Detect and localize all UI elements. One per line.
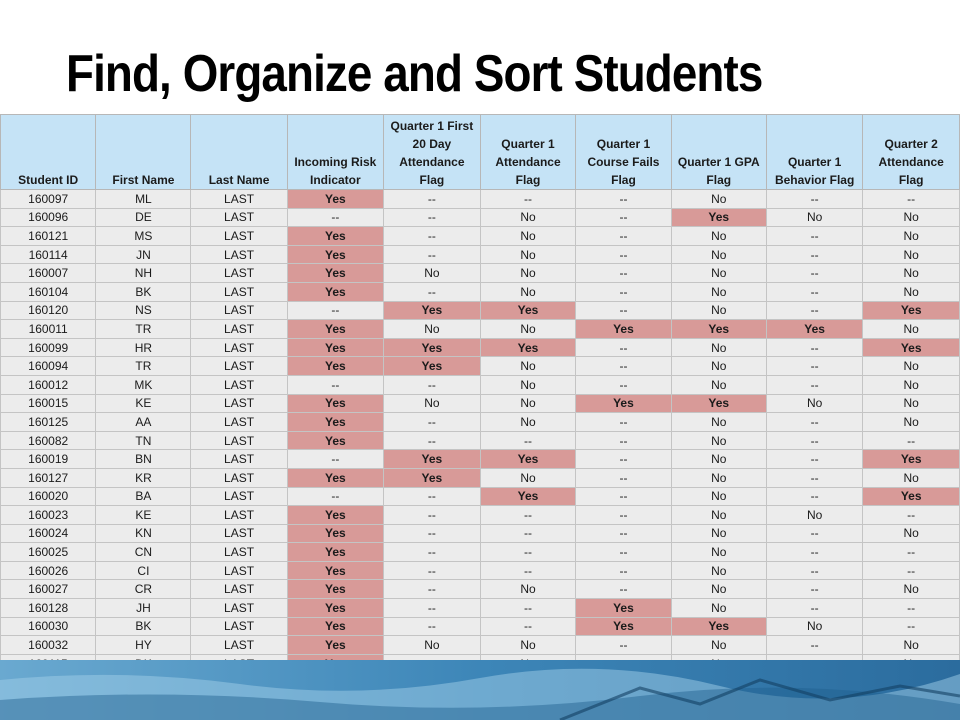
cell-q1-behavior[interactable]: --	[766, 487, 862, 506]
table-row[interactable]	[1, 282, 960, 301]
cell-student-id[interactable]: 160027	[1, 580, 96, 599]
cell-incoming-risk[interactable]: Yes	[287, 394, 383, 413]
table-row[interactable]	[1, 450, 960, 469]
cell-q1-attendance[interactable]: --	[480, 524, 576, 543]
table-row[interactable]	[1, 431, 960, 450]
cell-q1-behavior[interactable]: --	[766, 636, 862, 655]
cell-q1-gpa[interactable]: No	[671, 190, 766, 209]
cell-first-name[interactable]: NH	[96, 264, 191, 283]
cell-last-name[interactable]: LAST	[191, 357, 287, 376]
cell-q2-attendance[interactable]: --	[863, 431, 960, 450]
cell-q1-behavior[interactable]: --	[766, 431, 862, 450]
cell-first-name[interactable]: AA	[96, 413, 191, 432]
cell-incoming-risk[interactable]: Yes	[287, 413, 383, 432]
cell-first-name[interactable]: TN	[96, 431, 191, 450]
cell-q1-gpa[interactable]: No	[671, 413, 766, 432]
cell-q1-attendance[interactable]: --	[480, 190, 576, 209]
cell-q1-course-fails[interactable]: --	[576, 580, 671, 599]
col-header-q2-attendance[interactable]: Quarter 2 Attendance Flag	[863, 115, 960, 190]
cell-last-name[interactable]: LAST	[191, 599, 287, 618]
table-row[interactable]	[1, 375, 960, 394]
cell-q2-attendance[interactable]: No	[863, 394, 960, 413]
cell-last-name[interactable]: LAST	[191, 320, 287, 339]
cell-q1-gpa[interactable]: Yes	[671, 394, 766, 413]
table-row[interactable]	[1, 580, 960, 599]
cell-student-id[interactable]: 160025	[1, 543, 96, 562]
cell-incoming-risk[interactable]: --	[287, 301, 383, 320]
cell-q1-course-fails[interactable]: --	[576, 282, 671, 301]
cell-q1-behavior[interactable]: --	[766, 580, 862, 599]
cell-first-name[interactable]: KN	[96, 524, 191, 543]
cell-q1-first-20-day-attendance[interactable]: --	[384, 245, 481, 264]
cell-q1-behavior[interactable]: --	[766, 264, 862, 283]
cell-q1-gpa[interactable]: No	[671, 487, 766, 506]
cell-q1-course-fails[interactable]: --	[576, 487, 671, 506]
cell-last-name[interactable]: LAST	[191, 301, 287, 320]
cell-q1-course-fails[interactable]: --	[576, 264, 671, 283]
cell-q1-gpa[interactable]: No	[671, 431, 766, 450]
cell-q2-attendance[interactable]: No	[863, 227, 960, 246]
cell-first-name[interactable]: KE	[96, 506, 191, 525]
cell-incoming-risk[interactable]: Yes	[287, 227, 383, 246]
table-row[interactable]	[1, 636, 960, 655]
cell-q1-attendance[interactable]: No	[480, 227, 576, 246]
col-header-last-name[interactable]: Last Name	[191, 115, 287, 190]
cell-q1-gpa[interactable]: No	[671, 561, 766, 580]
cell-incoming-risk[interactable]: Yes	[287, 245, 383, 264]
cell-q1-gpa[interactable]: No	[671, 227, 766, 246]
cell-q1-attendance[interactable]: --	[480, 561, 576, 580]
table-row[interactable]	[1, 617, 960, 636]
cell-q1-first-20-day-attendance[interactable]: Yes	[384, 301, 481, 320]
cell-incoming-risk[interactable]: Yes	[287, 617, 383, 636]
cell-q1-gpa[interactable]: No	[671, 543, 766, 562]
cell-q1-attendance[interactable]: No	[480, 320, 576, 339]
cell-first-name[interactable]: CR	[96, 580, 191, 599]
cell-q1-behavior[interactable]: --	[766, 561, 862, 580]
cell-first-name[interactable]: MS	[96, 227, 191, 246]
col-header-student-id[interactable]: Student ID	[1, 115, 96, 190]
cell-student-id[interactable]: 160019	[1, 450, 96, 469]
cell-student-id[interactable]: 160125	[1, 413, 96, 432]
table-row[interactable]	[1, 227, 960, 246]
cell-q1-first-20-day-attendance[interactable]: No	[384, 636, 481, 655]
cell-incoming-risk[interactable]: Yes	[287, 357, 383, 376]
cell-q1-course-fails[interactable]: Yes	[576, 320, 671, 339]
cell-q2-attendance[interactable]: No	[863, 375, 960, 394]
cell-first-name[interactable]: ML	[96, 190, 191, 209]
cell-q2-attendance[interactable]: --	[863, 617, 960, 636]
cell-q1-course-fails[interactable]: --	[576, 524, 671, 543]
cell-first-name[interactable]: KR	[96, 468, 191, 487]
cell-student-id[interactable]: 160127	[1, 468, 96, 487]
table-row[interactable]	[1, 561, 960, 580]
cell-last-name[interactable]: LAST	[191, 208, 287, 227]
cell-q1-first-20-day-attendance[interactable]: --	[384, 413, 481, 432]
cell-q1-course-fails[interactable]: --	[576, 338, 671, 357]
student-flags-table	[0, 114, 960, 670]
table-row[interactable]	[1, 264, 960, 283]
cell-q1-first-20-day-attendance[interactable]: --	[384, 375, 481, 394]
cell-q2-attendance[interactable]: No	[863, 208, 960, 227]
cell-q1-gpa[interactable]: No	[671, 357, 766, 376]
cell-incoming-risk[interactable]: Yes	[287, 282, 383, 301]
cell-first-name[interactable]: CI	[96, 561, 191, 580]
cell-first-name[interactable]: TR	[96, 357, 191, 376]
cell-q1-gpa[interactable]: No	[671, 450, 766, 469]
cell-incoming-risk[interactable]: Yes	[287, 561, 383, 580]
table-header-row	[1, 115, 960, 190]
cell-q1-attendance[interactable]: No	[480, 636, 576, 655]
cell-first-name[interactable]: TR	[96, 320, 191, 339]
cell-incoming-risk[interactable]: --	[287, 487, 383, 506]
col-header-q1-attendance[interactable]: Quarter 1 Attendance Flag	[480, 115, 576, 190]
cell-q1-course-fails[interactable]: --	[576, 450, 671, 469]
cell-q1-behavior[interactable]: --	[766, 524, 862, 543]
cell-last-name[interactable]: LAST	[191, 282, 287, 301]
cell-first-name[interactable]: JH	[96, 599, 191, 618]
cell-first-name[interactable]: BN	[96, 450, 191, 469]
cell-incoming-risk[interactable]: Yes	[287, 431, 383, 450]
cell-last-name[interactable]: LAST	[191, 506, 287, 525]
col-header-q1-course-fails[interactable]: Quarter 1 Course Fails Flag	[576, 115, 671, 190]
decorative-water-banner	[0, 660, 960, 720]
cell-q1-gpa[interactable]: No	[671, 282, 766, 301]
table-row[interactable]	[1, 208, 960, 227]
cell-q2-attendance[interactable]: No	[863, 468, 960, 487]
cell-incoming-risk[interactable]: Yes	[287, 338, 383, 357]
cell-student-id[interactable]: 160026	[1, 561, 96, 580]
cell-incoming-risk[interactable]: Yes	[287, 264, 383, 283]
cell-q1-behavior[interactable]: --	[766, 450, 862, 469]
cell-q1-attendance[interactable]: --	[480, 617, 576, 636]
cell-student-id[interactable]: 160120	[1, 301, 96, 320]
cell-q1-first-20-day-attendance[interactable]: No	[384, 394, 481, 413]
cell-q2-attendance[interactable]: No	[863, 357, 960, 376]
cell-q1-behavior[interactable]: No	[766, 617, 862, 636]
cell-student-id[interactable]: 160114	[1, 245, 96, 264]
cell-student-id[interactable]: 160104	[1, 282, 96, 301]
cell-last-name[interactable]: LAST	[191, 580, 287, 599]
table-row[interactable]	[1, 599, 960, 618]
cell-first-name[interactable]: NS	[96, 301, 191, 320]
col-header-incoming-risk[interactable]: Incoming Risk Indicator	[287, 115, 383, 190]
cell-first-name[interactable]: DE	[96, 208, 191, 227]
cell-q1-attendance[interactable]: No	[480, 375, 576, 394]
cell-q1-behavior[interactable]: --	[766, 375, 862, 394]
cell-q2-attendance[interactable]: Yes	[863, 487, 960, 506]
cell-q1-attendance[interactable]: No	[480, 264, 576, 283]
cell-q1-first-20-day-attendance[interactable]: --	[384, 190, 481, 209]
cell-student-id[interactable]: 160032	[1, 636, 96, 655]
cell-q1-gpa[interactable]: No	[671, 468, 766, 487]
cell-q1-first-20-day-attendance[interactable]: --	[384, 227, 481, 246]
cell-first-name[interactable]: CN	[96, 543, 191, 562]
cell-q2-attendance[interactable]: --	[863, 190, 960, 209]
cell-q2-attendance[interactable]: No	[863, 580, 960, 599]
cell-last-name[interactable]: LAST	[191, 394, 287, 413]
cell-q1-gpa[interactable]: Yes	[671, 320, 766, 339]
cell-last-name[interactable]: LAST	[191, 561, 287, 580]
cell-student-id[interactable]: 160012	[1, 375, 96, 394]
cell-q2-attendance[interactable]: Yes	[863, 301, 960, 320]
cell-q1-gpa[interactable]: No	[671, 524, 766, 543]
cell-first-name[interactable]: HR	[96, 338, 191, 357]
cell-q1-gpa[interactable]: No	[671, 375, 766, 394]
cell-first-name[interactable]: BK	[96, 282, 191, 301]
cell-q1-gpa[interactable]: Yes	[671, 208, 766, 227]
cell-q2-attendance[interactable]: No	[863, 320, 960, 339]
cell-student-id[interactable]: 160030	[1, 617, 96, 636]
cell-q1-gpa[interactable]: No	[671, 580, 766, 599]
cell-first-name[interactable]: HY	[96, 636, 191, 655]
cell-q1-behavior[interactable]: --	[766, 227, 862, 246]
cell-last-name[interactable]: LAST	[191, 543, 287, 562]
cell-q1-first-20-day-attendance[interactable]: Yes	[384, 468, 481, 487]
cell-q1-gpa[interactable]: No	[671, 506, 766, 525]
cell-q1-behavior[interactable]: --	[766, 543, 862, 562]
cell-incoming-risk[interactable]: Yes	[287, 320, 383, 339]
cell-q1-gpa[interactable]: No	[671, 636, 766, 655]
cell-q2-attendance[interactable]: No	[863, 413, 960, 432]
cell-q2-attendance[interactable]: --	[863, 561, 960, 580]
cell-q1-course-fails[interactable]: --	[576, 636, 671, 655]
cell-first-name[interactable]: MK	[96, 375, 191, 394]
cell-q1-attendance[interactable]: --	[480, 431, 576, 450]
col-header-q1-behavior[interactable]: Quarter 1 Behavior Flag	[766, 115, 862, 190]
cell-q2-attendance[interactable]: No	[863, 636, 960, 655]
table-row[interactable]	[1, 394, 960, 413]
col-header-q1-gpa[interactable]: Quarter 1 GPA Flag	[671, 115, 766, 190]
cell-q1-attendance[interactable]: No	[480, 282, 576, 301]
cell-incoming-risk[interactable]: --	[287, 375, 383, 394]
cell-q1-first-20-day-attendance[interactable]: --	[384, 524, 481, 543]
cell-first-name[interactable]: JN	[96, 245, 191, 264]
cell-q1-behavior[interactable]: --	[766, 357, 862, 376]
cell-q1-course-fails[interactable]: --	[576, 357, 671, 376]
cell-incoming-risk[interactable]: Yes	[287, 190, 383, 209]
cell-q1-course-fails[interactable]: Yes	[576, 394, 671, 413]
cell-q1-course-fails[interactable]: --	[576, 431, 671, 450]
table-row[interactable]	[1, 357, 960, 376]
cell-student-id[interactable]: 160024	[1, 524, 96, 543]
cell-student-id[interactable]: 160097	[1, 190, 96, 209]
cell-last-name[interactable]: LAST	[191, 487, 287, 506]
cell-q1-first-20-day-attendance[interactable]: Yes	[384, 357, 481, 376]
cell-student-id[interactable]: 160096	[1, 208, 96, 227]
cell-student-id[interactable]: 160082	[1, 431, 96, 450]
cell-q1-course-fails[interactable]: Yes	[576, 599, 671, 618]
cell-q1-first-20-day-attendance[interactable]: No	[384, 264, 481, 283]
cell-q1-attendance[interactable]: No	[480, 413, 576, 432]
cell-incoming-risk[interactable]: Yes	[287, 580, 383, 599]
cell-q1-behavior[interactable]: --	[766, 282, 862, 301]
cell-student-id[interactable]: 160007	[1, 264, 96, 283]
cell-last-name[interactable]: LAST	[191, 338, 287, 357]
cell-q2-attendance[interactable]: No	[863, 524, 960, 543]
cell-q1-course-fails[interactable]: --	[576, 190, 671, 209]
cell-last-name[interactable]: LAST	[191, 431, 287, 450]
cell-last-name[interactable]: LAST	[191, 245, 287, 264]
cell-q1-behavior[interactable]: --	[766, 413, 862, 432]
table-row[interactable]	[1, 506, 960, 525]
student-flags-table-container	[0, 114, 960, 670]
cell-q1-behavior[interactable]: --	[766, 338, 862, 357]
cell-q1-course-fails[interactable]: --	[576, 375, 671, 394]
table-row[interactable]	[1, 413, 960, 432]
table-row[interactable]	[1, 487, 960, 506]
col-header-first-name[interactable]: First Name	[96, 115, 191, 190]
cell-q1-behavior[interactable]: No	[766, 208, 862, 227]
cell-q1-attendance[interactable]: --	[480, 599, 576, 618]
cell-student-id[interactable]: 160011	[1, 320, 96, 339]
cell-student-id[interactable]: 160094	[1, 357, 96, 376]
cell-student-id[interactable]: 160128	[1, 599, 96, 618]
cell-q1-gpa[interactable]: Yes	[671, 617, 766, 636]
cell-q2-attendance[interactable]: No	[863, 264, 960, 283]
cell-q1-gpa[interactable]: No	[671, 338, 766, 357]
cell-q1-behavior[interactable]: --	[766, 190, 862, 209]
cell-q1-attendance[interactable]: No	[480, 357, 576, 376]
cell-q1-first-20-day-attendance[interactable]: --	[384, 208, 481, 227]
cell-q1-attendance[interactable]: Yes	[480, 487, 576, 506]
cell-incoming-risk[interactable]: Yes	[287, 524, 383, 543]
cell-q1-course-fails[interactable]: --	[576, 208, 671, 227]
cell-q1-gpa[interactable]: No	[671, 301, 766, 320]
cell-last-name[interactable]: LAST	[191, 524, 287, 543]
cell-student-id[interactable]: 160015	[1, 394, 96, 413]
cell-q1-attendance[interactable]: --	[480, 543, 576, 562]
cell-q1-first-20-day-attendance[interactable]: --	[384, 561, 481, 580]
cell-q1-course-fails[interactable]: --	[576, 245, 671, 264]
cell-q1-gpa[interactable]: No	[671, 245, 766, 264]
cell-q1-behavior[interactable]: --	[766, 245, 862, 264]
cell-q1-attendance[interactable]: No	[480, 468, 576, 487]
cell-q1-attendance[interactable]: Yes	[480, 338, 576, 357]
cell-student-id[interactable]: 160023	[1, 506, 96, 525]
cell-incoming-risk[interactable]: Yes	[287, 599, 383, 618]
cell-q1-first-20-day-attendance[interactable]: --	[384, 282, 481, 301]
cell-q1-first-20-day-attendance[interactable]: --	[384, 599, 481, 618]
table-row[interactable]	[1, 301, 960, 320]
cell-incoming-risk[interactable]: Yes	[287, 468, 383, 487]
cell-q2-attendance[interactable]: No	[863, 282, 960, 301]
cell-q1-first-20-day-attendance[interactable]: --	[384, 543, 481, 562]
cell-incoming-risk[interactable]: --	[287, 208, 383, 227]
cell-q2-attendance[interactable]: --	[863, 599, 960, 618]
cell-student-id[interactable]: 160121	[1, 227, 96, 246]
cell-q1-gpa[interactable]: No	[671, 599, 766, 618]
table-row[interactable]	[1, 338, 960, 357]
cell-incoming-risk[interactable]: --	[287, 450, 383, 469]
cell-q1-attendance[interactable]: No	[480, 245, 576, 264]
table-body	[1, 190, 960, 671]
cell-q1-course-fails[interactable]: --	[576, 227, 671, 246]
cell-first-name[interactable]: BA	[96, 487, 191, 506]
cell-q1-course-fails[interactable]: --	[576, 506, 671, 525]
cell-q1-attendance[interactable]: No	[480, 394, 576, 413]
cell-q1-attendance[interactable]: Yes	[480, 301, 576, 320]
water-banner-graphic	[0, 660, 960, 720]
cell-student-id[interactable]: 160020	[1, 487, 96, 506]
col-header-q1-first-20-day-attendance[interactable]: Quarter 1 First 20 Day Attendance Flag	[384, 115, 481, 190]
cell-incoming-risk[interactable]: Yes	[287, 506, 383, 525]
cell-q1-behavior[interactable]: --	[766, 599, 862, 618]
cell-last-name[interactable]: LAST	[191, 227, 287, 246]
table-row[interactable]	[1, 543, 960, 562]
cell-q1-behavior[interactable]: No	[766, 394, 862, 413]
table-row[interactable]	[1, 190, 960, 209]
cell-incoming-risk[interactable]: Yes	[287, 543, 383, 562]
cell-q1-attendance[interactable]: Yes	[480, 450, 576, 469]
cell-last-name[interactable]: LAST	[191, 190, 287, 209]
cell-last-name[interactable]: LAST	[191, 468, 287, 487]
table-row[interactable]	[1, 468, 960, 487]
cell-last-name[interactable]: LAST	[191, 617, 287, 636]
cell-q1-course-fails[interactable]: Yes	[576, 617, 671, 636]
cell-q1-behavior[interactable]: Yes	[766, 320, 862, 339]
cell-q2-attendance[interactable]: No	[863, 245, 960, 264]
cell-student-id[interactable]: 160099	[1, 338, 96, 357]
table-row[interactable]	[1, 245, 960, 264]
cell-q1-first-20-day-attendance[interactable]: --	[384, 431, 481, 450]
cell-q1-first-20-day-attendance[interactable]: Yes	[384, 450, 481, 469]
cell-q1-behavior[interactable]: --	[766, 301, 862, 320]
cell-q2-attendance[interactable]: Yes	[863, 450, 960, 469]
cell-last-name[interactable]: LAST	[191, 264, 287, 283]
cell-last-name[interactable]: LAST	[191, 450, 287, 469]
cell-q2-attendance[interactable]: Yes	[863, 338, 960, 357]
cell-q1-first-20-day-attendance[interactable]: --	[384, 580, 481, 599]
cell-q1-attendance[interactable]: No	[480, 208, 576, 227]
cell-incoming-risk[interactable]: Yes	[287, 636, 383, 655]
cell-last-name[interactable]: LAST	[191, 375, 287, 394]
cell-q2-attendance[interactable]: --	[863, 543, 960, 562]
cell-q1-behavior[interactable]: --	[766, 468, 862, 487]
table-row[interactable]	[1, 524, 960, 543]
cell-q1-attendance[interactable]: --	[480, 506, 576, 525]
slide-title: Find, Organize and Sort Students	[66, 45, 763, 103]
cell-q1-first-20-day-attendance[interactable]: No	[384, 320, 481, 339]
table-row[interactable]	[1, 320, 960, 339]
cell-first-name[interactable]: BK	[96, 617, 191, 636]
cell-q2-attendance[interactable]: --	[863, 506, 960, 525]
cell-first-name[interactable]: KE	[96, 394, 191, 413]
cell-q1-course-fails[interactable]: --	[576, 561, 671, 580]
cell-q1-course-fails[interactable]: --	[576, 468, 671, 487]
cell-q1-first-20-day-attendance[interactable]: --	[384, 487, 481, 506]
cell-q1-course-fails[interactable]: --	[576, 543, 671, 562]
cell-q1-gpa[interactable]: No	[671, 264, 766, 283]
cell-q1-first-20-day-attendance[interactable]: --	[384, 506, 481, 525]
cell-q1-first-20-day-attendance[interactable]: --	[384, 617, 481, 636]
cell-last-name[interactable]: LAST	[191, 413, 287, 432]
cell-q1-course-fails[interactable]: --	[576, 413, 671, 432]
cell-q1-attendance[interactable]: No	[480, 580, 576, 599]
cell-q1-first-20-day-attendance[interactable]: Yes	[384, 338, 481, 357]
cell-q1-behavior[interactable]: No	[766, 506, 862, 525]
cell-last-name[interactable]: LAST	[191, 636, 287, 655]
cell-q1-course-fails[interactable]: --	[576, 301, 671, 320]
